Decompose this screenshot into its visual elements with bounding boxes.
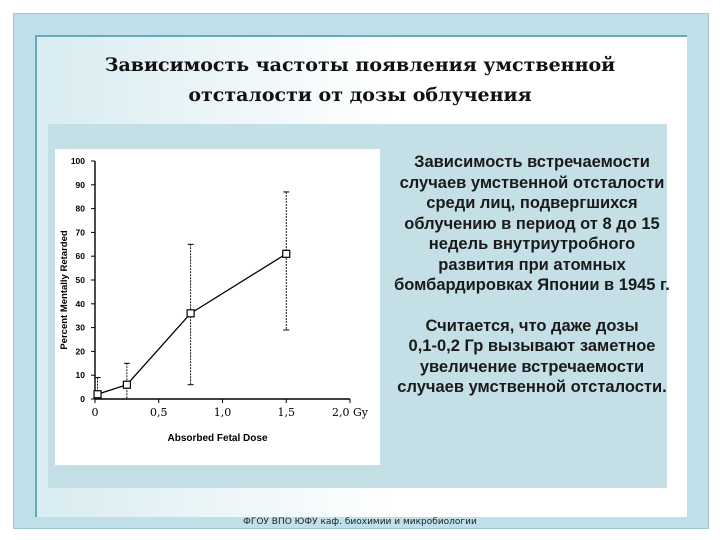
data-point bbox=[283, 250, 290, 257]
y-tick-label: 80 bbox=[75, 203, 85, 214]
y-tick-label: 50 bbox=[75, 275, 85, 285]
y-tick-label: 30 bbox=[75, 322, 85, 333]
dose-response-chart bbox=[55, 149, 380, 465]
data-point bbox=[94, 391, 101, 398]
y-tick-label: 10 bbox=[75, 370, 85, 381]
y-tick-label: 90 bbox=[75, 179, 85, 190]
data-point bbox=[187, 310, 194, 317]
y-tick-label: 20 bbox=[75, 346, 85, 357]
x-tick-label: 2,0 Gy bbox=[332, 406, 368, 419]
caption-conclusion: Считается, что даже дозы 0,1-0,2 Гр вызывают заметное увеличение встречаемости случаев умственной отсталости. bbox=[397, 316, 667, 396]
data-point bbox=[123, 381, 130, 388]
y-tick-label: 60 bbox=[75, 251, 85, 262]
y-axis-label: Percent Mentally Retarded bbox=[59, 230, 70, 350]
x-tick-label: 1,5 bbox=[277, 406, 295, 419]
y-tick-label: 0 bbox=[80, 394, 85, 404]
caption-description: Зависимость встречаемости случаев умственной отсталости среди лиц, подвергшихся облучению в период от 8 до 15 недель внутриутробного развития при атомных бомбардировках Японии в 1945 г. bbox=[394, 153, 670, 294]
y-tick-label: 100 bbox=[70, 156, 85, 166]
y-tick-label: 70 bbox=[75, 227, 85, 238]
caption-block bbox=[384, 152, 680, 398]
plot-panel bbox=[55, 149, 380, 465]
x-tick-label: 1,0 bbox=[213, 406, 232, 419]
x-axis-label: Absorbed Fetal Dose bbox=[167, 433, 268, 444]
series-line bbox=[98, 254, 287, 394]
slide-title: Зависимость частоты появления умственной отсталости от дозы облучения bbox=[104, 54, 616, 106]
footer-text: ФГОУ ВПО ЮФУ каф. биохимии и микробиологии bbox=[243, 517, 477, 527]
x-tick-label: 0,5 bbox=[150, 406, 168, 419]
y-tick-label: 40 bbox=[75, 298, 85, 309]
x-tick-label: 0 bbox=[91, 406, 99, 419]
